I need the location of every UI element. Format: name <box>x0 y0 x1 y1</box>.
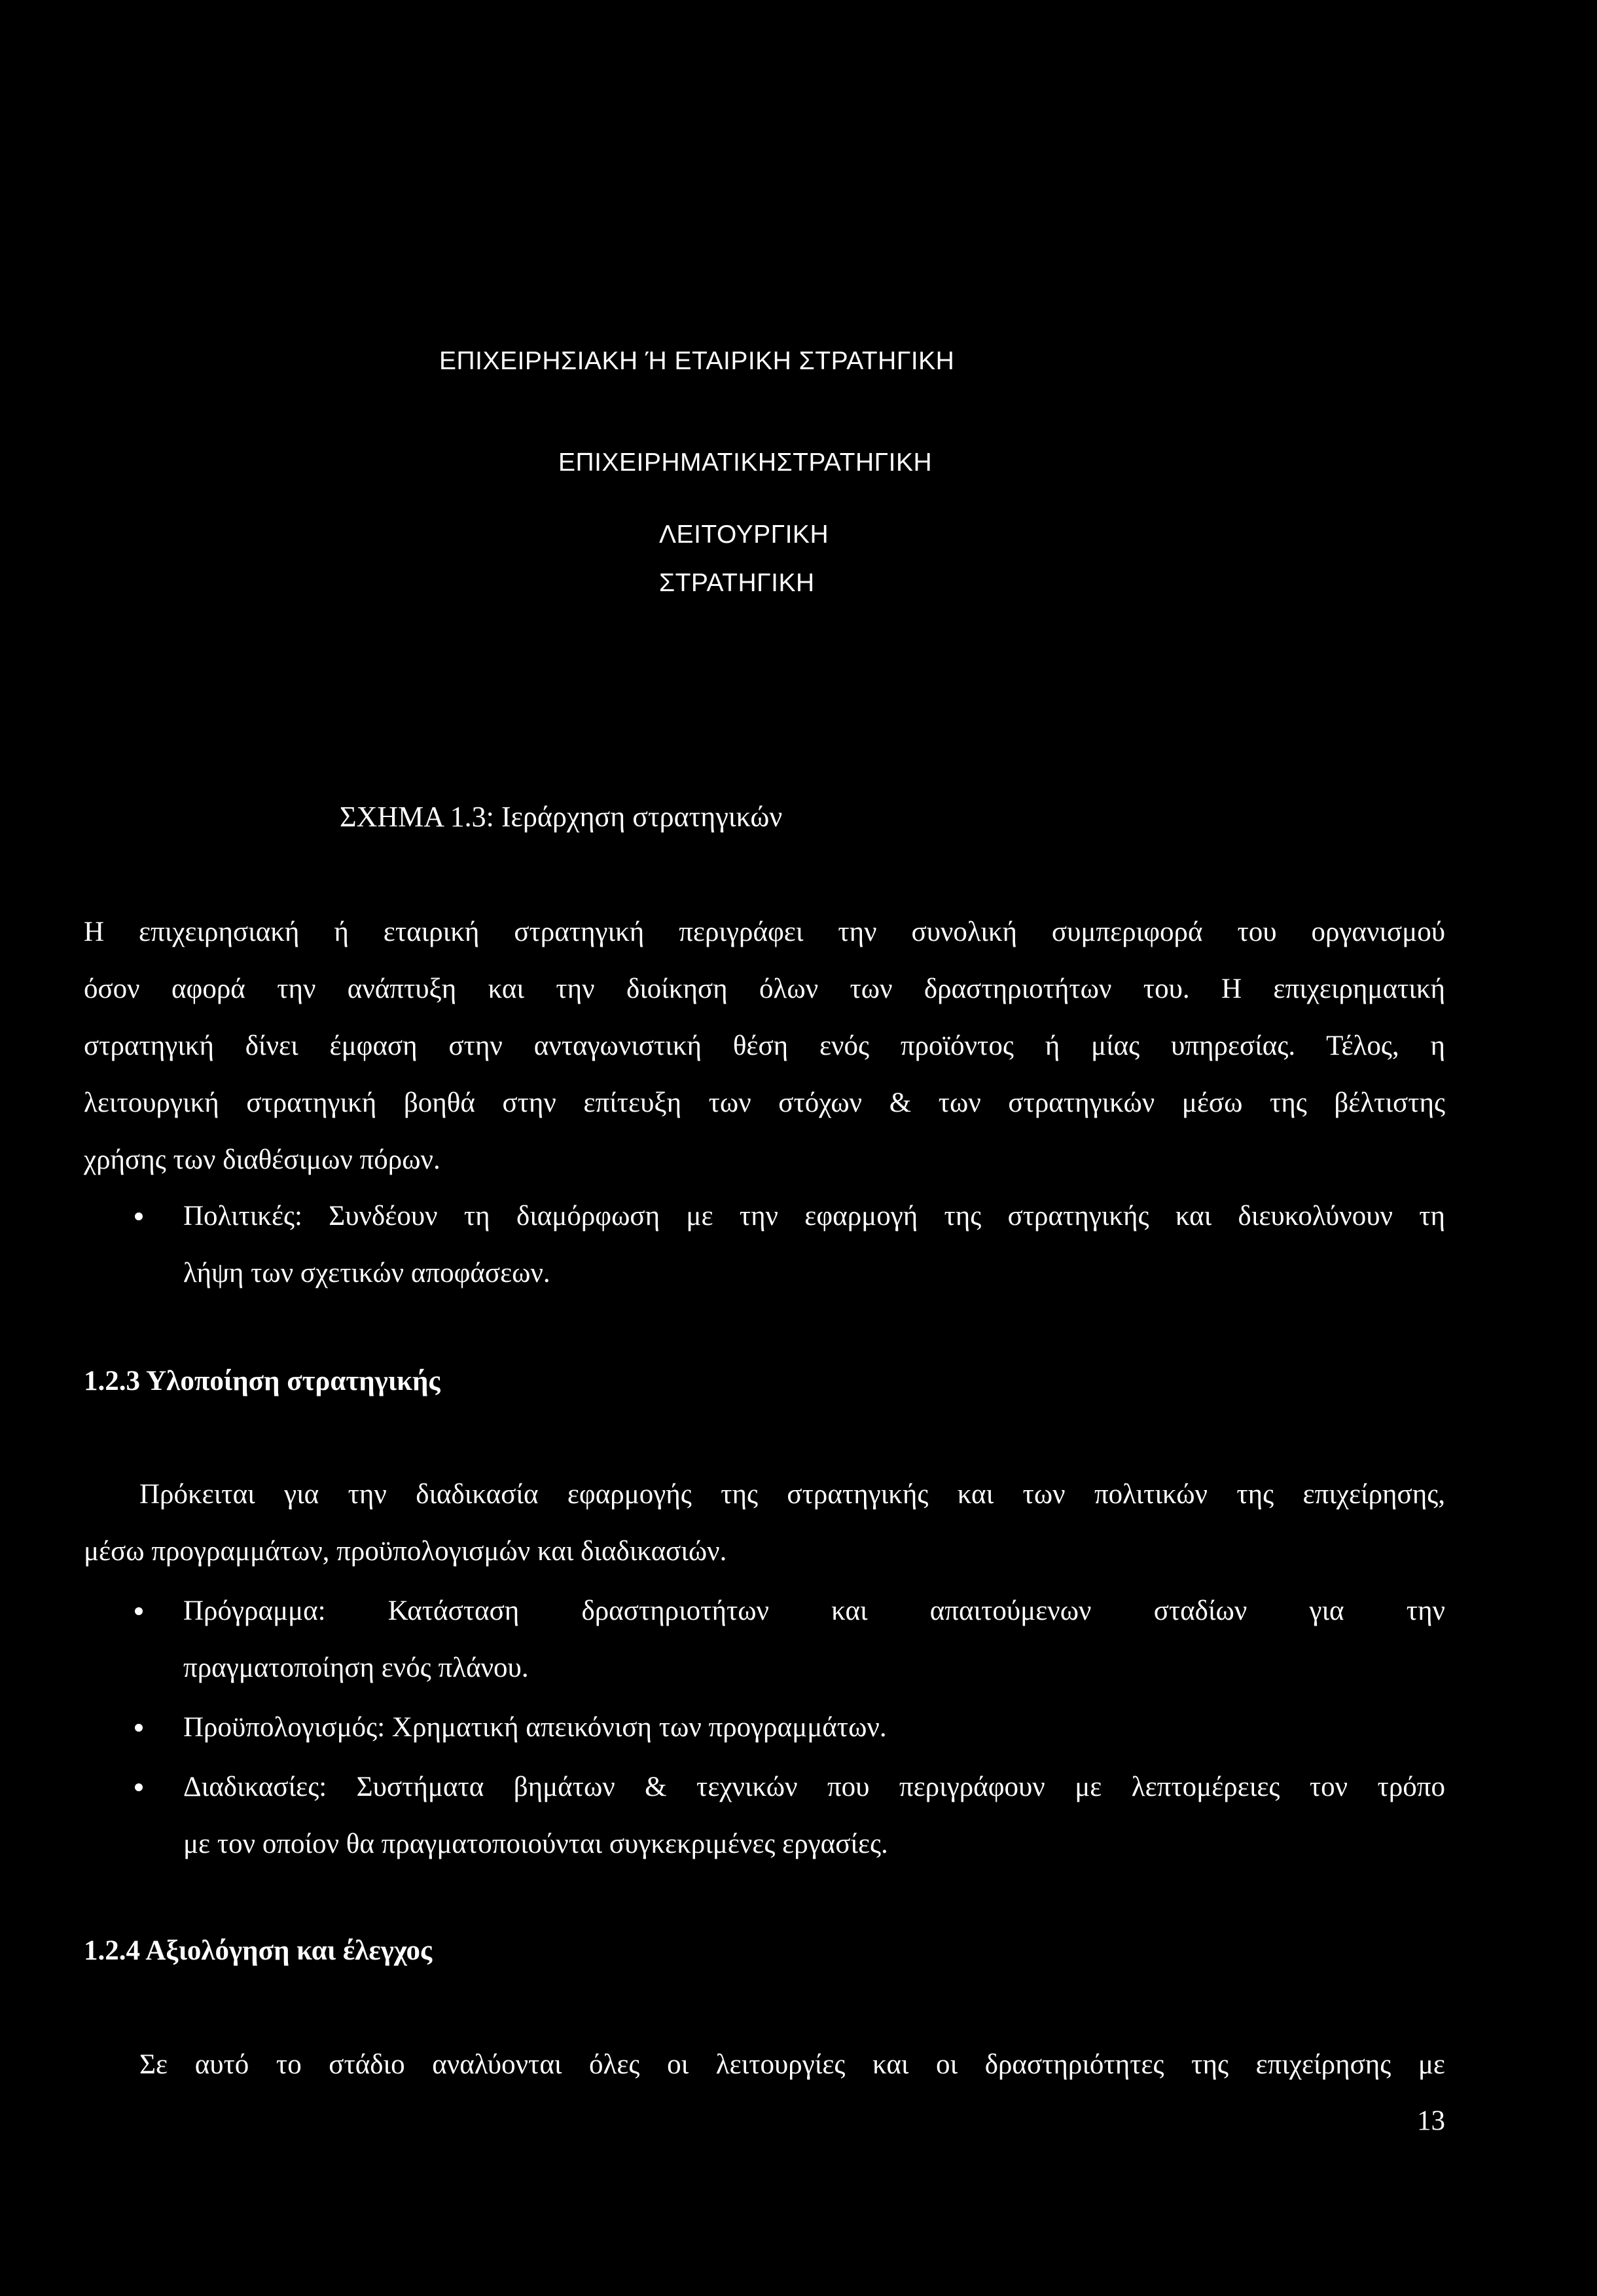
paragraph-line: στρατηγική δίνει έμφαση στην ανταγωνιστική θέση ενός προϊόντος ή μίας υπηρεσίας. Τέλος, η <box>84 1030 1445 1061</box>
paragraph-line: όσον αφορά την ανάπτυξη και την διοίκηση όλων των δραστηριοτήτων του. Η επιχειρηματική <box>84 974 1445 1004</box>
page-number: 13 <box>1417 2105 1445 2136</box>
bullet-procedures <box>183 1758 1445 1872</box>
diagram-label-business-strategy: ΕΠΙΧΕΙΡΗΜΑΤΙΚΗΣΤΡΑΤΗΓΙΚΗ <box>558 448 933 477</box>
bullet-line: λήψη των σχετικών αποφάσεων. <box>183 1258 550 1288</box>
bullet-line: Πρόγραμμα: Κατάσταση δραστηριοτήτων και απαιτούμενων σταδίων για την <box>183 1595 1445 1626</box>
section-heading-implementation: 1.2.3 Υλοποίηση στρατηγικής <box>84 1366 440 1396</box>
bullet-line: Πολιτικές: Συνδέουν τη διαμόρφωση με την εφαρμογή της στρατηγικής και διευκολύνουν τη <box>183 1201 1445 1231</box>
bullet-icon <box>135 1607 143 1615</box>
diagram-label-corporate-strategy: ΕΠΙΧΕΙΡΗΣΙΑΚΗ Ή ΕΤΑΙΡΙΚΗ ΣΤΡΑΤΗΓΙΚΗ <box>439 347 955 375</box>
bullet-line: με τον οποίον θα πραγματοποιούνται συγκεκριμένες εργασίες. <box>183 1829 888 1859</box>
bullet-line: Προϋπολογισμός: Χρηματική απεικόνιση των προγραμμάτων. <box>183 1712 887 1743</box>
paragraph-strategy-overview <box>84 903 1445 1188</box>
bullet-budget <box>183 1699 1445 1756</box>
bullet-line: Διαδικασίες: Συστήματα βημάτων & τεχνικών που περιγράφουν με λεπτομέρειες τον τρόπο <box>183 1772 1445 1802</box>
bullet-icon <box>135 1783 143 1791</box>
bullet-program <box>183 1582 1445 1696</box>
paragraph-line: Σε αυτό το στάδιο αναλύονται όλες οι λειτουργίες και οι δραστηριότητες της επιχείρησης με <box>139 2049 1445 2080</box>
bullet-icon <box>135 1212 143 1220</box>
paragraph-evaluation <box>84 2036 1445 2093</box>
paragraph-line: χρήσης των διαθέσιμων πόρων. <box>84 1144 440 1175</box>
paragraph-implementation-intro <box>84 1466 1445 1580</box>
paragraph-line: Πρόκειται για την διαδικασία εφαρμογής της στρατηγικής και των πολιτικών της επιχείρησης, <box>139 1479 1445 1510</box>
bullet-policies <box>183 1188 1445 1302</box>
figure-caption: ΣΧΗΜΑ 1.3: Ιεράρχηση στρατηγικών <box>340 801 783 833</box>
bullet-icon <box>135 1724 143 1732</box>
section-heading-evaluation: 1.2.4 Αξιολόγηση και έλεγχος <box>84 1935 433 1966</box>
diagram-label-functional-strategy-line1: ΛΕΙΤΟΥΡΓΙΚΗ <box>659 520 829 549</box>
diagram-label-functional-strategy-line2: ΣΤΡΑΤΗΓΙΚΗ <box>659 569 815 597</box>
paragraph-line: μέσω προγραμμάτων, προϋπολογισμών και διαδικασιών. <box>84 1536 727 1567</box>
paragraph-line: Η επιχειρησιακή ή εταιρική στρατηγική περιγράφει την συνολική συμπεριφορά του οργανισμού <box>84 917 1445 947</box>
bullet-line: πραγματοποίηση ενός πλάνου. <box>183 1652 529 1683</box>
paragraph-line: λειτουργική στρατηγική βοηθά στην επίτευξη των στόχων & των στρατηγικών μέσω της βέλτιστης <box>84 1087 1445 1118</box>
